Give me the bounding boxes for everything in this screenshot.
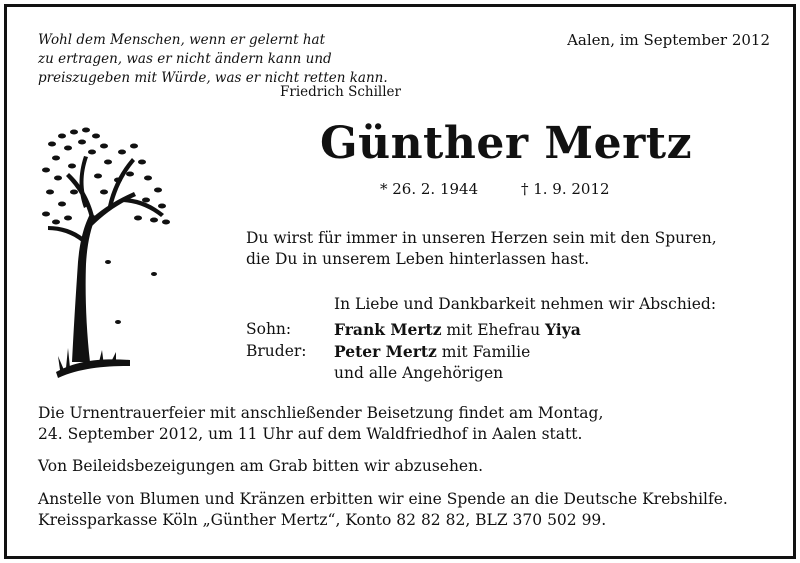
mourner-name: Frank Mertz bbox=[334, 320, 442, 339]
family-row-son bbox=[246, 319, 581, 341]
funeral-notice bbox=[38, 403, 768, 445]
family-row-relatives bbox=[246, 363, 581, 384]
deceased-name: Günther Mertz bbox=[320, 118, 693, 169]
mourner-name: Peter Mertz bbox=[334, 342, 437, 361]
family-row-brother bbox=[246, 341, 581, 363]
verse-line: Du wirst für immer in unseren Herzen sein mit den Spuren, bbox=[246, 229, 717, 247]
donation-notice bbox=[38, 489, 768, 531]
farewell-line: In Liebe und Dankbarkeit nehmen wir Abschied: bbox=[334, 295, 717, 313]
verse-line: die Du in unserem Leben hinterlassen hast. bbox=[246, 250, 590, 268]
quote-line: zu ertragen, was er nicht ändern kann und bbox=[38, 51, 332, 67]
death-date: † 1. 9. 2012 bbox=[520, 180, 610, 198]
funeral-line: 24. September 2012, um 11 Uhr auf dem Waldfriedhof in Aalen statt. bbox=[38, 425, 583, 443]
birth-date: * 26. 2. 1944 bbox=[380, 180, 479, 198]
quote-line: Wohl dem Menschen, wenn er gelernt hat bbox=[38, 32, 326, 48]
life-dates bbox=[380, 180, 610, 198]
relatives-line: und alle Angehörigen bbox=[334, 364, 504, 382]
place-date: Aalen, im September 2012 bbox=[567, 31, 770, 49]
family-list bbox=[246, 319, 581, 384]
mourner-connector: mit Ehefrau bbox=[441, 321, 546, 339]
quote-author: Friedrich Schiller bbox=[280, 84, 401, 100]
mourner-connector: mit Familie bbox=[436, 343, 531, 361]
funeral-line: Die Urnentrauerfeier mit anschließender Beisetzung findet am Montag, bbox=[38, 404, 604, 422]
donation-line: Kreissparkasse Köln „Günther Mertz“, Konto 82 82 82, BLZ 370 502 99. bbox=[38, 511, 607, 529]
tree-silhouette-icon bbox=[38, 122, 173, 382]
quote-line: preiszugeben mit Würde, was er nicht retten kann. bbox=[38, 70, 388, 86]
condolence-notice: Von Beileidsbezeigungen am Grab bitten wir abzusehen. bbox=[38, 457, 484, 475]
relation-label: Bruder: bbox=[246, 342, 307, 360]
donation-line: Anstelle von Blumen und Kränzen erbitten wir eine Spende an die Deutsche Krebshilfe. bbox=[38, 490, 728, 508]
memorial-verse bbox=[246, 228, 717, 270]
schiller-quote bbox=[38, 31, 388, 88]
relation-label: Sohn: bbox=[246, 320, 292, 338]
mourner-partner: Yiya bbox=[545, 320, 581, 339]
